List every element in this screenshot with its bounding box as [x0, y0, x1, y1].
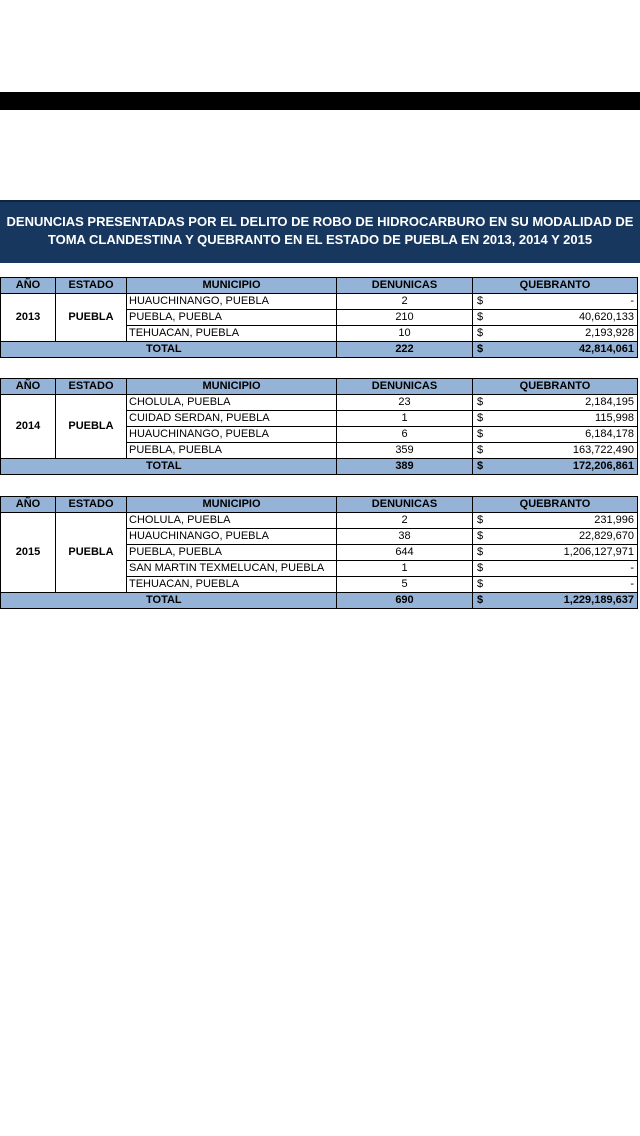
section-2013	[0, 277, 638, 358]
year-cell: 2015	[1, 513, 56, 593]
year-cell: 2014	[1, 395, 56, 459]
loss-cell: 1,206,127,971	[485, 545, 638, 561]
complaints-cell: 1	[337, 411, 473, 427]
currency-sign: $	[473, 443, 485, 459]
report-title	[0, 200, 640, 260]
currency-sign: $	[473, 342, 485, 358]
complaints-cell: 5	[337, 577, 473, 593]
year-cell: 2013	[1, 294, 56, 342]
municipality-cell: HUAUCHINANGO, PUEBLA	[127, 427, 337, 443]
header-row	[1, 497, 638, 513]
loss-cell: 2,193,928	[485, 326, 638, 342]
municipality-cell: TEHUACAN, PUEBLA	[127, 326, 337, 342]
complaints-cell: 6	[337, 427, 473, 443]
currency-sign: $	[473, 529, 485, 545]
municipality-cell: CUIDAD SERDAN, PUEBLA	[127, 411, 337, 427]
header-complaints: DENUNICAS	[337, 379, 473, 395]
total-row	[1, 459, 638, 475]
state-cell: PUEBLA	[56, 395, 127, 459]
state-cell: PUEBLA	[56, 513, 127, 593]
header-complaints: DENUNICAS	[337, 278, 473, 294]
header-municipality: MUNICIPIO	[127, 379, 337, 395]
complaints-cell: 2	[337, 513, 473, 529]
title-line-2: TOMA CLANDESTINA Y QUEBRANTO EN EL ESTADO DE PUEBLA EN 2013, 2014 Y 2015	[47, 232, 593, 247]
currency-sign: $	[473, 545, 485, 561]
municipality-cell: TEHUACAN, PUEBLA	[127, 577, 337, 593]
header-row	[1, 278, 638, 294]
municipality-cell: PUEBLA, PUEBLA	[127, 545, 337, 561]
municipality-cell: CHOLULA, PUEBLA	[127, 395, 337, 411]
currency-sign: $	[473, 459, 485, 475]
header-year: AÑO	[1, 379, 56, 395]
complaints-cell: 10	[337, 326, 473, 342]
total-loss: 42,814,061	[485, 342, 638, 358]
currency-sign: $	[473, 326, 485, 342]
municipality-cell: PUEBLA, PUEBLA	[127, 443, 337, 459]
loss-cell: -	[485, 294, 638, 310]
total-label: TOTAL	[1, 459, 337, 475]
currency-sign: $	[473, 427, 485, 443]
header-year: AÑO	[1, 497, 56, 513]
currency-sign: $	[473, 513, 485, 529]
table-row	[1, 294, 638, 310]
municipality-cell: SAN MARTIN TEXMELUCAN, PUEBLA	[127, 561, 337, 577]
header-state: ESTADO	[56, 379, 127, 395]
currency-sign: $	[473, 310, 485, 326]
currency-sign: $	[473, 577, 485, 593]
header-municipality: MUNICIPIO	[127, 497, 337, 513]
header-row	[1, 379, 638, 395]
currency-sign: $	[473, 411, 485, 427]
title-line-1: DENUNCIAS PRESENTADAS POR EL DELITO DE ROBO DE HIDROCARBURO EN SU MODALIDAD DE	[6, 214, 634, 229]
complaints-cell: 2	[337, 294, 473, 310]
complaints-cell: 23	[337, 395, 473, 411]
total-complaints: 389	[337, 459, 473, 475]
header-loss: QUEBRANTO	[473, 497, 638, 513]
loss-cell: 2,184,195	[485, 395, 638, 411]
complaints-cell: 1	[337, 561, 473, 577]
section-2014	[0, 378, 638, 475]
municipality-cell: HUAUCHINANGO, PUEBLA	[127, 529, 337, 545]
complaints-cell: 38	[337, 529, 473, 545]
table-2015	[0, 496, 638, 609]
header-loss: QUEBRANTO	[473, 379, 638, 395]
table-row	[1, 513, 638, 529]
total-loss: 172,206,861	[485, 459, 638, 475]
total-complaints: 690	[337, 593, 473, 609]
header-year: AÑO	[1, 278, 56, 294]
header-complaints: DENUNICAS	[337, 497, 473, 513]
total-label: TOTAL	[1, 593, 337, 609]
header-municipality: MUNICIPIO	[127, 278, 337, 294]
table-row	[1, 395, 638, 411]
total-label: TOTAL	[1, 342, 337, 358]
municipality-cell: HUAUCHINANGO, PUEBLA	[127, 294, 337, 310]
municipality-cell: CHOLULA, PUEBLA	[127, 513, 337, 529]
currency-sign: $	[473, 561, 485, 577]
total-loss: 1,229,189,637	[485, 593, 638, 609]
complaints-cell: 210	[337, 310, 473, 326]
currency-sign: $	[473, 395, 485, 411]
municipality-cell: PUEBLA, PUEBLA	[127, 310, 337, 326]
section-2015	[0, 496, 638, 609]
loss-cell: 231,996	[485, 513, 638, 529]
top-black-bar	[0, 92, 640, 110]
table-2014	[0, 378, 638, 475]
loss-cell: 40,620,133	[485, 310, 638, 326]
state-cell: PUEBLA	[56, 294, 127, 342]
currency-sign: $	[473, 294, 485, 310]
loss-cell: 163,722,490	[485, 443, 638, 459]
complaints-cell: 359	[337, 443, 473, 459]
loss-cell: -	[485, 561, 638, 577]
header-loss: QUEBRANTO	[473, 278, 638, 294]
complaints-cell: 644	[337, 545, 473, 561]
total-row	[1, 342, 638, 358]
title-band	[0, 260, 640, 263]
loss-cell: 22,829,670	[485, 529, 638, 545]
loss-cell: 6,184,178	[485, 427, 638, 443]
currency-sign: $	[473, 593, 485, 609]
header-state: ESTADO	[56, 278, 127, 294]
header-state: ESTADO	[56, 497, 127, 513]
loss-cell: -	[485, 577, 638, 593]
loss-cell: 115,998	[485, 411, 638, 427]
total-complaints: 222	[337, 342, 473, 358]
total-row	[1, 593, 638, 609]
table-2013	[0, 277, 638, 358]
